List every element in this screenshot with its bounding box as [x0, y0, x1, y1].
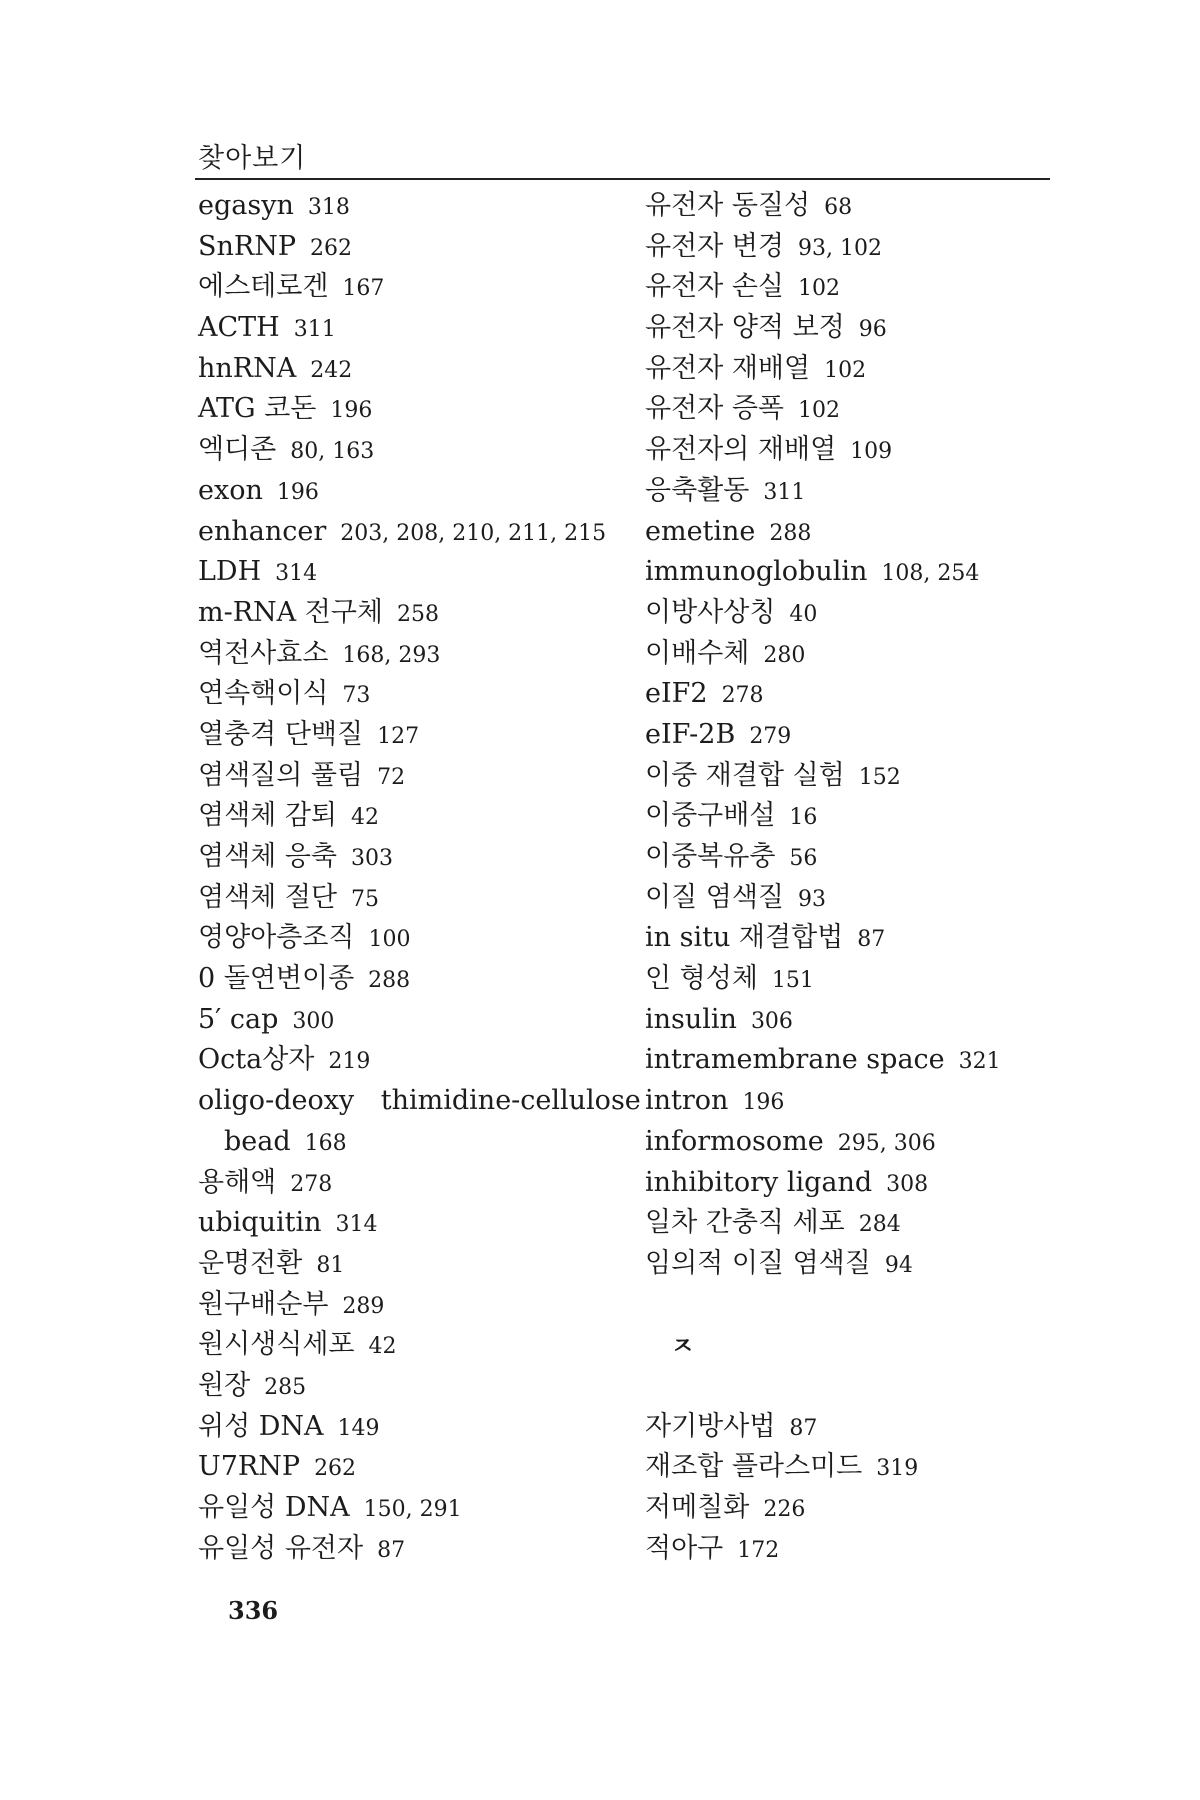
- entry-pages: 109: [850, 439, 893, 465]
- index-entry: [645, 512, 1075, 553]
- entry-pages: 151: [771, 968, 814, 994]
- entry-pages: 93: [798, 886, 826, 912]
- entry-pages: 68: [824, 195, 853, 220]
- index-entry: [198, 1163, 628, 1204]
- entry-term: 이질 염색질: [645, 881, 784, 913]
- entry-pages: 196: [330, 398, 373, 424]
- index-entry: [198, 878, 628, 919]
- entry-term: 유전자의 재배열: [645, 434, 837, 466]
- entry-term: informosome: [645, 1125, 824, 1157]
- entry-pages: 303: [351, 846, 393, 871]
- entry-term: 용해액: [198, 1166, 277, 1198]
- index-entry: [645, 1163, 1075, 1204]
- index-entry: [198, 267, 628, 308]
- index-entry: [198, 186, 628, 227]
- entry-term: 원시생식세포: [198, 1329, 355, 1361]
- entry-pages: 226: [763, 1496, 806, 1522]
- index-entry: [645, 552, 1075, 593]
- entry-pages: 167: [342, 276, 385, 302]
- entry-pages: 319: [876, 1456, 919, 1482]
- entry-term: ACTH: [198, 312, 280, 344]
- entry-pages: 168, 293: [342, 642, 441, 668]
- entry-pages: 288: [368, 968, 411, 994]
- entry-pages: 93, 102: [798, 235, 882, 261]
- index-entry: [198, 1529, 628, 1570]
- index-entry: [198, 837, 628, 878]
- entry-pages: 108, 254: [881, 561, 980, 587]
- index-entry: [198, 715, 628, 756]
- entry-pages: 306: [750, 1008, 793, 1034]
- entry-term: eIF2: [645, 678, 708, 710]
- entry-pages: 100: [368, 927, 411, 953]
- entry-term: 에스테로겐: [198, 271, 329, 303]
- entry-term: 유일성 유전자: [198, 1532, 364, 1564]
- entry-term: 유전자 손실: [645, 271, 784, 303]
- entry-term: 염색체 감퇴: [198, 800, 337, 832]
- index-entry: [645, 878, 1075, 919]
- entry-pages: 196: [276, 479, 319, 505]
- index-entry: [645, 471, 1075, 512]
- index-entry: [645, 674, 1075, 715]
- index-entry: [645, 1203, 1075, 1244]
- entry-pages: 168: [304, 1130, 347, 1156]
- entry-pages: 152: [858, 764, 901, 790]
- index-entry: [645, 1407, 1075, 1448]
- entry-pages: 289: [342, 1293, 385, 1319]
- index-column-right: [645, 186, 1075, 1569]
- entry-term: 위성 DNA: [198, 1410, 324, 1442]
- entry-term: ubiquitin: [198, 1207, 322, 1239]
- entry-pages: 56: [789, 846, 818, 871]
- entry-term: 저메칠화: [645, 1491, 750, 1523]
- index-entry: [645, 1081, 1075, 1122]
- entry-pages: 87: [857, 927, 886, 953]
- index-entry: [198, 756, 628, 797]
- entry-term: 염색체 응축: [198, 841, 337, 872]
- entry-term: 인 형성체: [645, 963, 758, 995]
- entry-pages: 80, 163: [290, 439, 375, 465]
- entry-term: emetine: [645, 515, 756, 547]
- entry-pages: 87: [789, 1415, 818, 1441]
- entry-term: ATG 코돈: [198, 393, 317, 425]
- index-entry: [198, 1040, 628, 1081]
- entry-pages: 94: [884, 1252, 913, 1278]
- index-entry: [645, 227, 1075, 268]
- entry-pages: 150, 291: [363, 1497, 462, 1522]
- index-entry: [198, 1203, 628, 1244]
- entry-term: 응축활동: [645, 474, 750, 506]
- index-entry: [645, 796, 1075, 837]
- entry-pages: 102: [824, 357, 867, 383]
- entry-term: m-RNA 전구체: [198, 596, 384, 628]
- entry-term: insulin: [645, 1003, 737, 1035]
- entry-term: in situ 재결합법: [645, 922, 844, 954]
- index-entry: [645, 389, 1075, 430]
- entry-term: immunoglobulin: [645, 556, 868, 588]
- entry-term: 원구배순부: [198, 1288, 329, 1320]
- entry-pages: 81: [316, 1252, 345, 1278]
- entry-term: SnRNP: [198, 230, 297, 262]
- entry-term: 재조합 플라스미드: [645, 1451, 863, 1483]
- entry-term: oligo-deoxy thimidine-cellulose: [198, 1085, 641, 1117]
- entry-term: 유전자 변경: [645, 230, 784, 262]
- entry-term: eIF-2B: [645, 718, 736, 750]
- index-entry: [198, 308, 628, 349]
- entry-term: 적아구: [645, 1532, 724, 1564]
- entry-pages: 72: [377, 764, 406, 790]
- index-entry: [645, 308, 1075, 349]
- entry-pages: 311: [763, 479, 806, 505]
- entry-term: 연속핵이식: [198, 678, 329, 710]
- entry-term: 이중복유충: [645, 841, 776, 872]
- entry-term: 역전사효소: [198, 637, 329, 669]
- entry-term: enhancer: [198, 515, 327, 547]
- index-entry: [645, 593, 1075, 634]
- index-entry: [645, 1122, 1075, 1163]
- entry-pages: 285: [264, 1374, 307, 1400]
- index-entry: [645, 1040, 1075, 1081]
- entry-pages: 311: [293, 317, 336, 343]
- index-entry: [645, 756, 1075, 797]
- index-entry: [645, 430, 1075, 471]
- entry-term: 이중 재결합 실험: [645, 759, 845, 791]
- entry-term: 운명전환: [198, 1247, 303, 1279]
- entry-pages: 172: [737, 1537, 780, 1563]
- entry-pages: 262: [310, 235, 353, 261]
- entry-term: 유전자 양적 보정: [645, 312, 845, 344]
- entry-term: exon: [198, 474, 263, 506]
- index-entry: [198, 512, 628, 553]
- entry-term: 염색체 절단: [198, 881, 337, 913]
- index-entry: [645, 1000, 1075, 1041]
- index-entry: [198, 471, 628, 512]
- index-entry: [198, 634, 628, 675]
- index-entry: [198, 227, 628, 268]
- page-header-title: 찾아보기: [198, 143, 307, 174]
- entry-pages: 308: [886, 1171, 929, 1197]
- index-entry: [198, 796, 628, 837]
- index-entry: [645, 1529, 1075, 1570]
- entry-pages: 279: [749, 723, 792, 749]
- entry-pages: 314: [275, 561, 318, 587]
- entry-term: 5′ cap: [198, 1003, 279, 1035]
- entry-pages: 102: [798, 398, 840, 424]
- entry-term: hnRNA: [198, 352, 297, 384]
- section-letter-heading: ㅈ: [671, 1330, 695, 1360]
- entry-pages: 42: [368, 1334, 397, 1360]
- entry-pages: 262: [314, 1456, 357, 1482]
- entry-term: bead: [224, 1125, 291, 1157]
- entry-pages: 219: [328, 1049, 371, 1075]
- index-entry: [198, 674, 628, 715]
- index-entry: [645, 918, 1075, 959]
- entry-term: 유전자 동질성: [645, 190, 811, 221]
- entry-term: LDH: [198, 556, 262, 588]
- index-entry: [198, 593, 628, 634]
- index-entry: [645, 267, 1075, 308]
- index-entry: [198, 1244, 628, 1285]
- index-entry: [198, 1447, 628, 1488]
- entry-pages: 318: [307, 195, 350, 220]
- entry-pages: 295, 306: [837, 1130, 936, 1156]
- entry-pages: 16: [789, 805, 818, 831]
- index-entry: [198, 1325, 628, 1366]
- index-entry: [645, 959, 1075, 1000]
- index-entry: [198, 389, 628, 430]
- entry-pages: 242: [310, 357, 353, 383]
- index-entry: [198, 430, 628, 471]
- entry-term: inhibitory ligand: [645, 1166, 873, 1198]
- index-entry: [198, 552, 628, 593]
- entry-term: 원장: [198, 1369, 251, 1401]
- entry-pages: 96: [858, 317, 887, 343]
- index-entry: [645, 349, 1075, 390]
- entry-pages: 258: [397, 601, 440, 627]
- entry-pages: 40: [789, 601, 818, 627]
- index-entry-continuation: [198, 1122, 628, 1163]
- index-entry: [198, 349, 628, 390]
- entry-pages: 300: [292, 1008, 335, 1034]
- entry-term: 0 돌연변이종: [198, 963, 355, 995]
- index-entry: [645, 1447, 1075, 1488]
- index-entry: [645, 1244, 1075, 1285]
- entry-term: 이방사상칭: [645, 596, 776, 628]
- entry-pages: 278: [290, 1171, 333, 1197]
- header-rule: [195, 178, 1050, 180]
- index-entry: [198, 1488, 628, 1529]
- index-entry: [645, 186, 1075, 227]
- index-entry: [198, 959, 628, 1000]
- index-entry: [198, 1000, 628, 1041]
- entry-term: 유전자 증폭: [645, 393, 784, 425]
- index-entry: [645, 634, 1075, 675]
- index-entry: [645, 837, 1075, 878]
- entry-pages: 149: [337, 1415, 380, 1441]
- entry-term: Octa상자: [198, 1044, 315, 1076]
- entry-term: intron: [645, 1085, 729, 1117]
- entry-term: 영양아층조직: [198, 922, 355, 954]
- entry-pages: 196: [742, 1090, 785, 1116]
- entry-pages: 288: [769, 520, 812, 546]
- entry-pages: 73: [342, 683, 371, 709]
- entry-term: 유일성 DNA: [198, 1492, 350, 1523]
- entry-pages: 278: [721, 683, 764, 709]
- index-entry: [198, 1366, 628, 1407]
- entry-term: 일차 간충직 세포: [645, 1207, 845, 1239]
- index-entry: [198, 1081, 641, 1122]
- index-entry: [198, 1285, 628, 1326]
- entry-pages: 87: [377, 1537, 406, 1563]
- entry-pages: 75: [351, 886, 379, 912]
- entry-pages: 321: [958, 1049, 1001, 1075]
- entry-pages: 102: [798, 276, 840, 302]
- entry-pages: 284: [858, 1212, 901, 1238]
- entry-term: U7RNP: [198, 1451, 301, 1483]
- index-entry: [645, 715, 1075, 756]
- entry-term: 이배수체: [645, 637, 750, 669]
- entry-term: 열충격 단백질: [198, 718, 364, 750]
- entry-term: egasyn: [198, 190, 294, 221]
- index-entry: [198, 1407, 628, 1448]
- page-number: 336: [228, 1596, 279, 1625]
- index-entry: [645, 1488, 1075, 1529]
- index-entry: [198, 918, 628, 959]
- entry-pages: 314: [335, 1212, 378, 1238]
- entry-pages: 127: [377, 723, 420, 749]
- entry-term: 유전자 재배열: [645, 352, 811, 384]
- entry-term: 염색질의 풀림: [198, 759, 364, 791]
- entry-term: 자기방사법: [645, 1410, 776, 1442]
- entry-term: 엑디존: [198, 434, 277, 466]
- entry-term: intramembrane space: [645, 1044, 945, 1076]
- index-column-left: [198, 186, 641, 1569]
- entry-pages: 42: [351, 805, 379, 831]
- entry-pages: 280: [763, 642, 806, 668]
- entry-term: 임의적 이질 염색질: [645, 1247, 871, 1279]
- entry-pages: 203, 208, 210, 211, 215: [340, 520, 607, 546]
- entry-term: 이중구배설: [645, 800, 776, 832]
